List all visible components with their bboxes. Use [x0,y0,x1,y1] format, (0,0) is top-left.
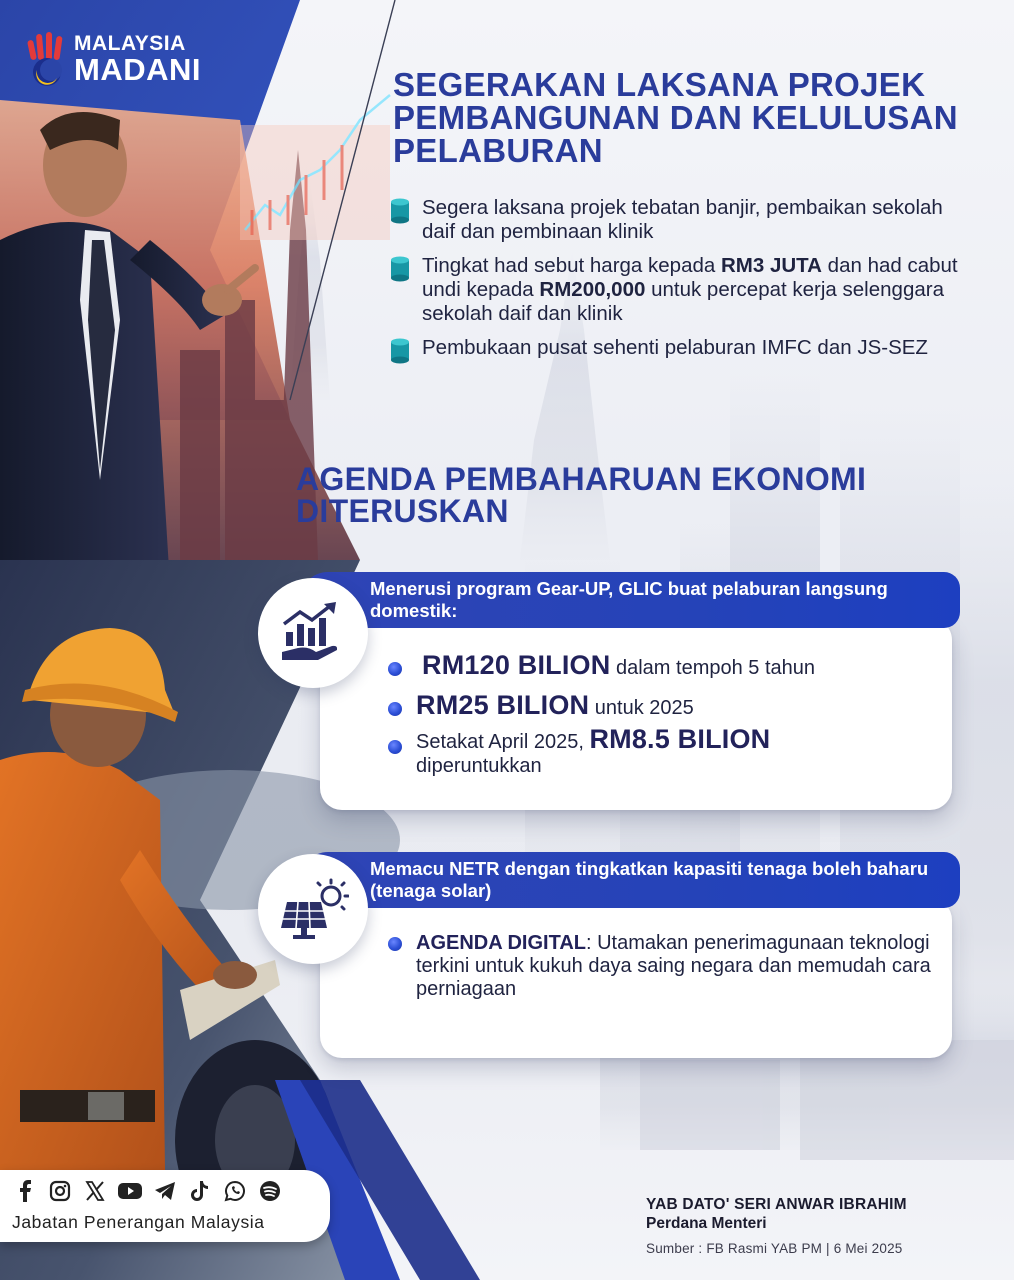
investment-text: dalam tempoh 5 tahun [610,657,816,679]
spotify-icon[interactable] [257,1178,283,1204]
investment-text-pre: Setakat April 2025, [416,731,590,753]
investment-value: RM25 BILION [416,690,590,720]
list-item [386,650,936,690]
malaysia-madani-logo [26,30,201,88]
madani-emblem-icon [26,30,68,88]
investment-icon-badge [258,578,368,688]
agency-name: Jabatan Penerangan Malaysia [12,1212,265,1232]
blue-dot-bullet-icon [388,662,402,676]
youtube-icon[interactable] [117,1178,143,1204]
list-item [386,690,936,728]
cylinder-bullet-icon [390,198,410,224]
section1-bullet-list [390,196,970,370]
section1-title: SEGERAKAN LAKSANA PROJEK PEMBANGUNAN DAN KELULUSAN PELABURAN [393,66,958,169]
draw-limit-value: RM200,000 [539,278,646,301]
instagram-icon[interactable] [47,1178,73,1204]
logo-line-malaysia: MALAYSIA [74,32,186,55]
agenda-digital-text: : Utamakan penerimagunaan teknologi terkini untuk kukuh daya saing negara dan memudah cara perniagaan [416,932,931,1000]
x-icon[interactable] [82,1178,108,1204]
facebook-icon[interactable] [12,1178,38,1204]
tiktok-icon[interactable] [187,1178,213,1204]
speaker-name: YAB DATO' SERI ANWAR IBRAHIM [646,1196,907,1213]
investment-text: untuk 2025 [589,697,694,719]
cylinder-bullet-icon [390,256,410,282]
list-item [390,336,970,360]
bullet-text: Pembukaan pusat sehenti pelaburan IMFC dan JS-SEZ [422,336,928,359]
social-media-bar [0,1170,330,1242]
bullet-text: Segera laksana projek tebatan banjir, pembaikan sekolah daif dan pembinaan klinik [422,196,943,243]
telegram-icon[interactable] [152,1178,178,1204]
investment-text: diperuntukkan [416,755,542,777]
list-item [390,196,970,244]
whatsapp-icon[interactable] [222,1178,248,1204]
list-item [390,254,970,326]
bullet-text-pre: Tingkat had sebut harga kepada [422,254,721,277]
blue-dot-bullet-icon [388,937,402,951]
energy-icon-badge [258,854,368,964]
solar-panel-icon [277,878,349,940]
speaker-role: Perdana Menteri [646,1215,767,1232]
investment-banner: Menerusi program Gear-UP, GLIC buat pelaburan langsung domestik: [300,572,960,628]
blue-dot-bullet-icon [388,740,402,754]
quote-limit-value: RM3 JUTA [720,254,822,277]
investment-value: RM8.5 BILION [589,724,771,754]
growth-chart-hand-icon [280,602,346,664]
list-item [386,724,936,779]
source-text: Sumber : FB Rasmi YAB PM | 6 Mei 2025 [646,1241,903,1256]
agenda-digital-label: AGENDA DIGITAL [416,932,586,954]
bullet-text-mid: dan had cabut undi kepada [422,254,958,301]
investment-list [386,650,936,779]
cylinder-bullet-icon [390,338,410,364]
section2-title: AGENDA PEMBAHARUAN EKONOMI DITERUSKAN [296,461,867,529]
list-item [386,932,946,1001]
energy-banner: Memacu NETR dengan tingkatkan kapasiti tenaga boleh baharu (tenaga solar) [300,852,960,908]
blue-dot-bullet-icon [388,702,402,716]
bullet-text-post: untuk percepat kerja selenggara sekolah daif dan klinik [422,278,944,325]
logo-line-madani: MADANI [74,52,201,87]
energy-list [386,932,946,1001]
investment-value: RM120 BILION [422,650,611,680]
